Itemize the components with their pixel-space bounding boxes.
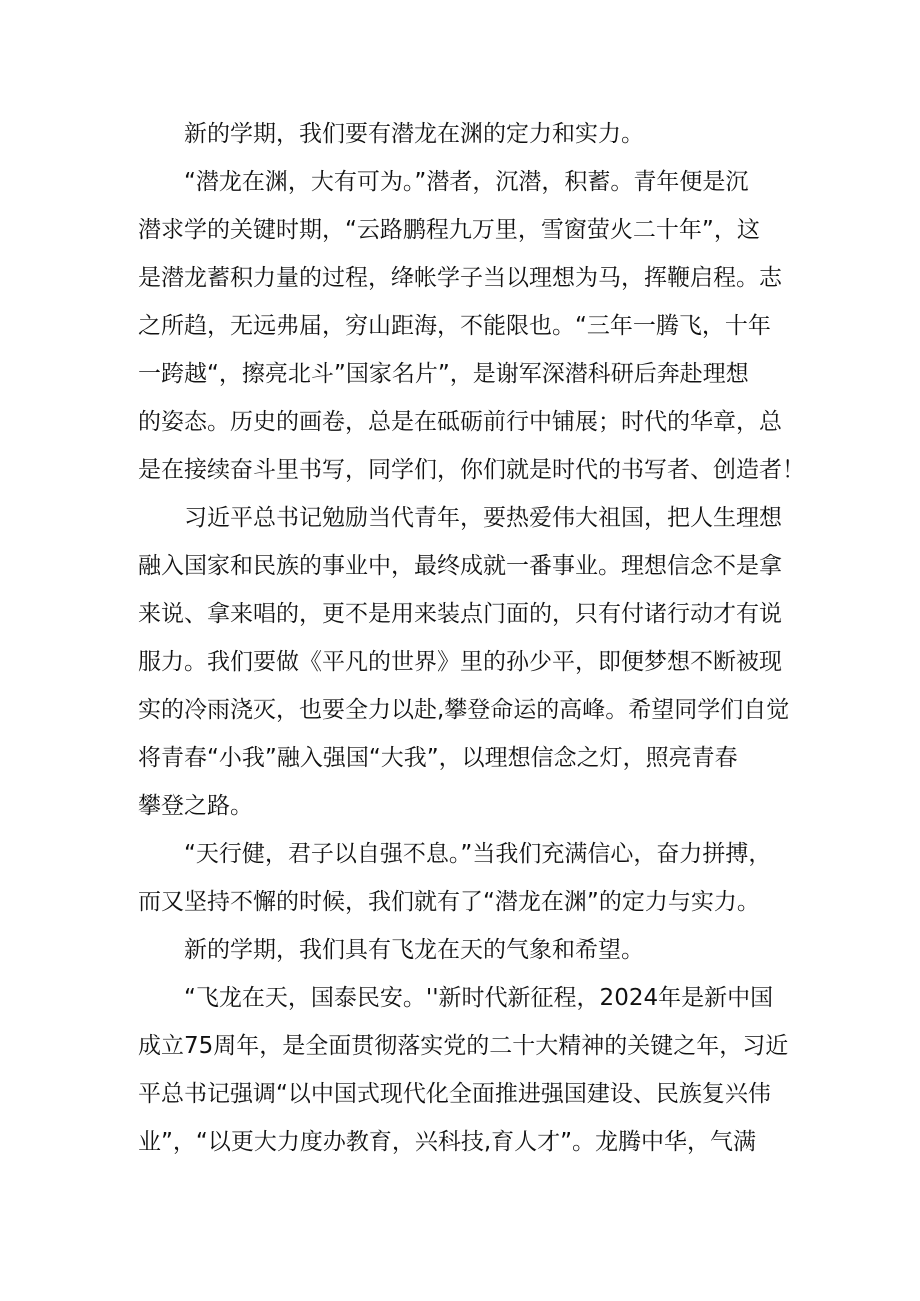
text-line: 融入国家和民族的事业中，最终成就一番事业。理想信念不是拿 bbox=[138, 553, 782, 579]
text-line: 成立75周年，是全面贯彻落实党的二十大精神的关键之年，习近 bbox=[138, 1033, 789, 1059]
text-line: 之所趋，无远弗届，穷山距海，不能限也。“三年一腾飞，十年 bbox=[138, 313, 771, 339]
text-line: 习近平总书记勉励当代青年，要热爱伟大祖国，把人生理想 bbox=[184, 505, 782, 531]
text-line: 新的学期，我们要有潜龙在渊的定力和实力。 bbox=[184, 121, 644, 147]
text-line: 潜求学的关键时期，“云路鹏程九万里，雪窗萤火二十年”，这 bbox=[138, 217, 760, 243]
text-line: 是潜龙蓄积力量的过程，绛帐学子当以理想为马，挥鞭启程。志 bbox=[138, 265, 782, 291]
text-line: 是在接续奋斗里书写，同学们，你们就是时代的书写者、创造者！ bbox=[138, 457, 805, 483]
text-line: 攀登之路。 bbox=[138, 793, 253, 819]
text-line: 的姿态。历史的画卷，总是在砥砺前行中铺展；时代的华章，总 bbox=[138, 409, 782, 435]
text-line: 一跨越“，擦亮北斗”国家名片”，是谢军深潜科研后奔赴理想 bbox=[138, 361, 749, 387]
text-line: 业”，“以更大力度办教育，兴科技,育人才”。龙腾中华，气满 bbox=[138, 1129, 757, 1155]
text-line: “天行健，君子以自强不息。”当我们充满信心，奋力拼搏， bbox=[184, 841, 772, 867]
text-line: 服力。我们要做《平凡的世界》里的孙少平，即便梦想不断被现 bbox=[138, 649, 782, 675]
text-line: 将青春“小我”融入强国“大我”，以理想信念之灯，照亮青春 bbox=[138, 745, 738, 771]
text-line: 新的学期，我们具有飞龙在天的气象和希望。 bbox=[184, 937, 644, 963]
text-line: “潜龙在渊，大有可为。”潜者，沉潜，积蓄。青年便是沉 bbox=[184, 169, 749, 195]
text-line: 平总书记强调“以中国式现代化全面推进强国建设、民族复兴伟 bbox=[138, 1081, 771, 1107]
text-line: 实的冷雨浇灭，也要全力以赴,攀登命运的高峰。希望同学们自觉 bbox=[138, 697, 790, 723]
text-line: 而又坚持不懈的时候，我们就有了“潜龙在渊”的定力与实力。 bbox=[138, 889, 760, 915]
text-line: “飞龙在天，国泰民安。''新时代新征程，2024年是新中国 bbox=[184, 985, 774, 1011]
text-line: 来说、拿来唱的，更不是用来装点门面的，只有付诸行动才有说 bbox=[138, 601, 782, 627]
